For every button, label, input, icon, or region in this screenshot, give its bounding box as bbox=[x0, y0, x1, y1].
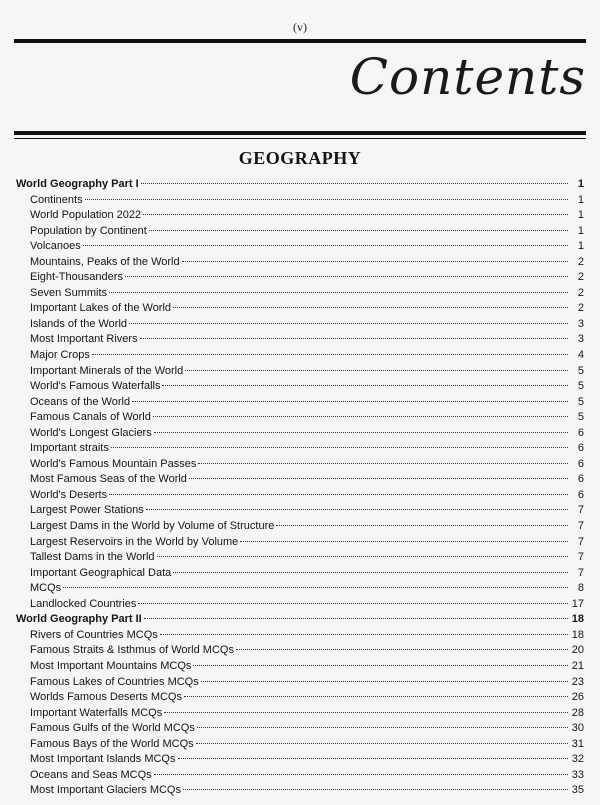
dot-leader bbox=[154, 432, 568, 433]
toc-entry-row bbox=[16, 690, 584, 706]
toc-entry-title: MCQs bbox=[30, 582, 62, 595]
dot-leader bbox=[141, 183, 568, 184]
page-number: (v) bbox=[293, 20, 307, 34]
dot-leader bbox=[184, 696, 568, 697]
toc-entry-row bbox=[16, 270, 584, 286]
toc-entry-row bbox=[16, 239, 584, 255]
toc-entry-title: Landlocked Countries bbox=[30, 597, 137, 610]
toc-entry-row bbox=[16, 426, 584, 442]
toc-entry-title: World Geography Part II bbox=[16, 613, 142, 626]
toc-entry-page: 33 bbox=[571, 768, 584, 781]
toc-entry-row bbox=[16, 597, 584, 613]
toc-entry-row bbox=[16, 332, 584, 348]
dot-leader bbox=[92, 354, 568, 355]
toc-entry-row bbox=[16, 659, 584, 675]
toc-entry-title: Famous Straits & Isthmus of World MCQs bbox=[30, 644, 234, 657]
toc-entry-page: 5 bbox=[577, 380, 584, 393]
dot-leader bbox=[129, 323, 568, 324]
toc-entry-row bbox=[16, 519, 584, 535]
heading-rule-thick bbox=[14, 131, 586, 135]
toc-entry-title: Important Lakes of the World bbox=[30, 302, 172, 315]
dot-leader bbox=[164, 712, 568, 713]
toc-entry-page: 32 bbox=[571, 753, 584, 766]
toc-entry-page: 1 bbox=[577, 209, 584, 222]
toc-entry-title: Important Waterfalls MCQs bbox=[30, 706, 163, 719]
contents-heading: Contents bbox=[349, 48, 586, 106]
dot-leader bbox=[276, 525, 568, 526]
toc-entry-title: Oceans of the World bbox=[30, 395, 131, 408]
toc-entry-title: Oceans and Seas MCQs bbox=[30, 768, 152, 781]
toc-entry-page: 1 bbox=[577, 178, 584, 190]
toc-entry-title: Famous Canals of World bbox=[30, 411, 151, 424]
toc-entry-title: Continents bbox=[30, 193, 83, 206]
toc-entry-title: Eight-Thousanders bbox=[30, 271, 123, 284]
toc-entry-row bbox=[16, 628, 584, 644]
toc-entry-row bbox=[16, 395, 584, 411]
toc-entry-row bbox=[16, 768, 584, 784]
toc-entry-row bbox=[16, 255, 584, 271]
toc-entry-row bbox=[16, 348, 584, 364]
dot-leader bbox=[140, 338, 568, 339]
dot-leader bbox=[178, 758, 569, 759]
toc-entry-title: Seven Summits bbox=[30, 286, 108, 299]
toc-entry-title: Largest Power Stations bbox=[30, 504, 144, 517]
dot-leader bbox=[201, 681, 568, 682]
toc-entry-page: 26 bbox=[571, 691, 584, 704]
toc-entry-title: World's Deserts bbox=[30, 488, 108, 501]
toc-entry-row bbox=[16, 581, 584, 597]
toc-entry-title: World Population 2022 bbox=[30, 209, 142, 222]
dot-leader bbox=[182, 261, 568, 262]
dot-leader bbox=[198, 463, 568, 464]
toc-entry-row bbox=[16, 706, 584, 722]
toc-entry-page: 6 bbox=[577, 426, 584, 439]
dot-leader bbox=[189, 478, 568, 479]
toc-entry-title: World's Famous Waterfalls bbox=[30, 380, 161, 393]
dot-leader bbox=[197, 727, 568, 728]
toc-entry-page: 30 bbox=[571, 722, 584, 735]
toc-entry-title: Largest Dams in the World by Volume of Structure bbox=[30, 520, 275, 533]
toc-part-row bbox=[16, 612, 584, 628]
toc-entry-page: 21 bbox=[571, 659, 584, 672]
dot-leader bbox=[160, 634, 568, 635]
toc-entry-page: 5 bbox=[577, 395, 584, 408]
toc-entry-page: 23 bbox=[571, 675, 584, 688]
toc-entry-row bbox=[16, 503, 584, 519]
toc-entry-row bbox=[16, 752, 584, 768]
toc-entry-row bbox=[16, 301, 584, 317]
toc-entry-page: 31 bbox=[571, 737, 584, 750]
toc-entry-title: Most Important Glaciers MCQs bbox=[30, 784, 181, 797]
dot-leader bbox=[85, 199, 568, 200]
toc-entry-title: Rivers of Countries MCQs bbox=[30, 628, 158, 641]
toc-entry-page: 18 bbox=[571, 613, 584, 626]
toc-entry-row bbox=[16, 783, 584, 799]
dot-leader bbox=[125, 276, 568, 277]
toc-entry-page: 5 bbox=[577, 411, 584, 424]
toc-entry-page: 6 bbox=[577, 442, 584, 455]
section-title: GEOGRAPHY bbox=[238, 148, 362, 168]
dot-leader bbox=[183, 789, 568, 790]
dot-leader bbox=[109, 494, 568, 495]
toc-entry-row bbox=[16, 208, 584, 224]
toc-entry-row bbox=[16, 550, 584, 566]
toc-entry-row bbox=[16, 317, 584, 333]
toc-entry-page: 1 bbox=[577, 240, 584, 253]
toc-entry-page: 6 bbox=[577, 488, 584, 501]
toc-entry-title: Tallest Dams in the World bbox=[30, 551, 155, 564]
dot-leader bbox=[236, 649, 568, 650]
toc-entry-row bbox=[16, 643, 584, 659]
toc-entry-page: 35 bbox=[571, 784, 584, 797]
toc-entry-page: 3 bbox=[577, 317, 584, 330]
toc-entry-row bbox=[16, 737, 584, 753]
toc-entry-title: World's Famous Mountain Passes bbox=[30, 457, 197, 470]
dot-leader bbox=[146, 509, 568, 510]
dot-leader bbox=[132, 401, 568, 402]
toc-entry-title: Most Important Islands MCQs bbox=[30, 753, 176, 766]
toc-entry-title: World Geography Part I bbox=[16, 178, 139, 190]
toc-entry-page: 28 bbox=[571, 706, 584, 719]
toc-entry-page: 7 bbox=[577, 504, 584, 517]
toc-entry-row bbox=[16, 535, 584, 551]
toc-entry-page: 18 bbox=[571, 628, 584, 641]
dot-leader bbox=[157, 556, 568, 557]
toc-entry-title: Famous Gulfs of the World MCQs bbox=[30, 722, 195, 735]
toc-entry-title: Islands of the World bbox=[30, 317, 128, 330]
toc-entry-page: 7 bbox=[577, 551, 584, 564]
dot-leader bbox=[138, 603, 568, 604]
toc-entry-title: Population by Continent bbox=[30, 224, 147, 237]
toc-entry-title: Largest Reservoirs in the World by Volume bbox=[30, 535, 239, 548]
toc-entry-row bbox=[16, 472, 584, 488]
toc-entry-page: 4 bbox=[577, 349, 584, 362]
dot-leader bbox=[153, 416, 568, 417]
toc-entry-title: Famous Bays of the World MCQs bbox=[30, 737, 194, 750]
toc-entry-page: 7 bbox=[577, 535, 584, 548]
toc-entry-page: 20 bbox=[571, 644, 584, 657]
toc-entry-page: 6 bbox=[577, 457, 584, 470]
toc-entry-title: Important Geographical Data bbox=[30, 566, 172, 579]
dot-leader bbox=[185, 370, 568, 371]
toc-entry-page: 7 bbox=[577, 566, 584, 579]
toc-entry-title: Major Crops bbox=[30, 349, 90, 362]
toc-entry-page: 2 bbox=[577, 271, 584, 284]
toc-part-row bbox=[16, 177, 584, 193]
toc-entry-page: 1 bbox=[577, 193, 584, 206]
toc-entry-row bbox=[16, 379, 584, 395]
table-of-contents bbox=[16, 177, 584, 799]
toc-entry-page: 2 bbox=[577, 302, 584, 315]
toc-entry-row bbox=[16, 721, 584, 737]
dot-leader bbox=[63, 587, 568, 588]
dot-leader bbox=[143, 214, 568, 215]
toc-entry-row bbox=[16, 193, 584, 209]
toc-entry-title: Mountains, Peaks of the World bbox=[30, 255, 180, 268]
toc-entry-page: 7 bbox=[577, 520, 584, 533]
toc-entry-page: 5 bbox=[577, 364, 584, 377]
dot-leader bbox=[111, 447, 568, 448]
dot-leader bbox=[173, 572, 568, 573]
dot-leader bbox=[144, 618, 568, 619]
toc-entry-page: 6 bbox=[577, 473, 584, 486]
toc-entry-row bbox=[16, 675, 584, 691]
toc-entry-row bbox=[16, 286, 584, 302]
toc-entry-row bbox=[16, 224, 584, 240]
toc-entry-page: 2 bbox=[577, 286, 584, 299]
toc-entry-page: 8 bbox=[577, 582, 584, 595]
dot-leader bbox=[196, 743, 568, 744]
dot-leader bbox=[149, 230, 568, 231]
toc-entry-title: World's Longest Glaciers bbox=[30, 426, 152, 439]
toc-entry-row bbox=[16, 457, 584, 473]
dot-leader bbox=[154, 774, 568, 775]
dot-leader bbox=[240, 541, 568, 542]
dot-leader bbox=[193, 665, 568, 666]
top-rule bbox=[14, 39, 586, 43]
toc-entry-page: 17 bbox=[571, 597, 584, 610]
dot-leader bbox=[109, 292, 568, 293]
toc-entry-title: Important Minerals of the World bbox=[30, 364, 184, 377]
toc-entry-title: Most Important Rivers bbox=[30, 333, 138, 346]
toc-entry-title: Worlds Famous Deserts MCQs bbox=[30, 691, 182, 704]
toc-entry-page: 3 bbox=[577, 333, 584, 346]
dot-leader bbox=[83, 245, 568, 246]
toc-entry-row bbox=[16, 566, 584, 582]
toc-entry-title: Important straits bbox=[30, 442, 109, 455]
toc-entry-page: 2 bbox=[577, 255, 584, 268]
toc-entry-page: 1 bbox=[577, 224, 584, 237]
toc-entry-row bbox=[16, 441, 584, 457]
toc-entry-row bbox=[16, 488, 584, 504]
dot-leader bbox=[173, 307, 568, 308]
toc-entry-row bbox=[16, 364, 584, 380]
dot-leader bbox=[162, 385, 568, 386]
toc-entry-title: Volcanoes bbox=[30, 240, 81, 253]
toc-entry-title: Most Important Mountains MCQs bbox=[30, 659, 192, 672]
toc-entry-title: Famous Lakes of Countries MCQs bbox=[30, 675, 199, 688]
heading-rule-thin bbox=[14, 138, 586, 139]
toc-entry-row bbox=[16, 410, 584, 426]
toc-entry-title: Most Famous Seas of the World bbox=[30, 473, 187, 486]
